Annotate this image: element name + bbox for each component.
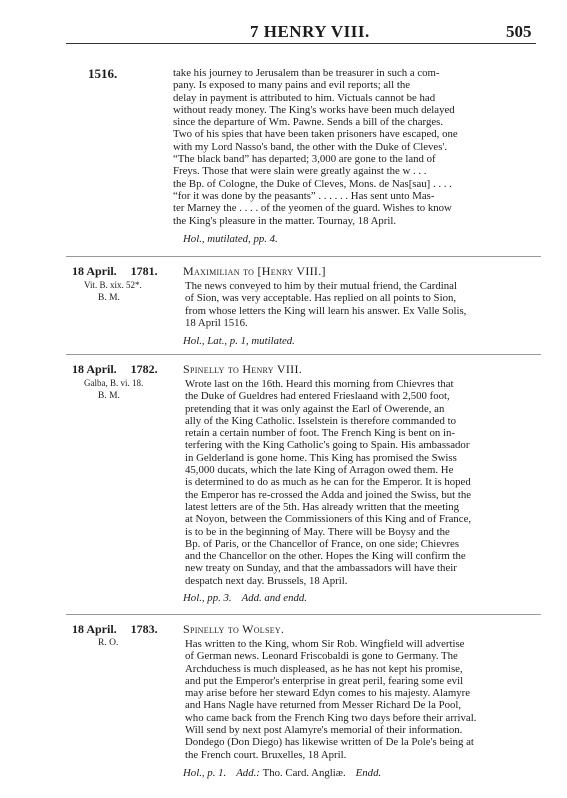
text-line: at Noyon, between the Commissioners of this King and of France,	[185, 513, 472, 526]
date-text: 18 April.	[72, 622, 117, 636]
text-line: the King's pleasure in the matter. Tournay, 18 April.	[173, 214, 397, 227]
page-number: 505	[506, 22, 532, 41]
note-italic: Hol., pp. 3.	[183, 592, 232, 604]
entry-note: Hol., mutilated, pp. 4.	[183, 233, 278, 245]
text-line: in Gelderland is gone home. This King has promised the Swiss	[185, 451, 457, 464]
text-line: “for it was done by the peasants” . . . . . . Has sent unto Mas-	[173, 189, 435, 202]
text-line: the Bp. of Cologne, the Duke of Cleves, Mons. de Nas[sau] . . . .	[173, 177, 452, 190]
text-line: Two of his spies that have been taken prisoners have escaped, one	[173, 128, 458, 141]
text-line: Dondego (Don Diego) has likewise written of De la Pole's being at	[185, 736, 474, 749]
text-line: from whose letters the King will learn his answer. Ex Valle Solis,	[185, 304, 467, 317]
year-margin: 1516.	[88, 66, 118, 81]
entry-number: 1783.	[130, 622, 158, 636]
header-rule	[66, 43, 536, 44]
text-line: Will send by next post Alamyre's memorial of their information.	[185, 724, 463, 737]
entry-heading: Spinelly to Henry VIII.	[183, 362, 303, 376]
repository-abbrev: B. M.	[98, 391, 120, 401]
repository-abbrev: B. M.	[98, 293, 120, 303]
text-line: the French court. Bruxelles, 18 April.	[185, 748, 347, 761]
entry-text	[173, 638, 541, 761]
entry-number: 1782.	[130, 362, 158, 376]
text-line: the Duke of Gueldres had entered Frieslaand with 2,500 foot,	[185, 390, 450, 403]
note-add-text: Tho. Card. Angliæ.	[262, 767, 346, 779]
date-text: 18 April.	[72, 264, 117, 278]
text-line: ally of the King Catholic. Isselstein is therefore commanded to	[185, 414, 457, 427]
text-line: of German news. Leonard Friscobaldi is gone to Germany. The	[185, 650, 458, 663]
text-line: new treaty on Sunday, and that the ambassadors will have their	[185, 562, 457, 575]
entry-heading: Spinelly to Wolsey.	[183, 622, 285, 636]
note-add-label: Add.:	[236, 767, 260, 779]
text-line: is determined to do as much as he can for the Emperor. It is hoped	[185, 476, 471, 489]
entry-note	[183, 592, 307, 604]
entry-number: 1781.	[130, 264, 158, 278]
text-line: 18 April 1516.	[185, 316, 248, 329]
entry-note: Hol., Lat., p. 1, mutilated.	[183, 335, 295, 347]
note-extra: Add. and endd.	[241, 592, 307, 604]
text-line: despatch next day. Brussels, 18 April.	[185, 574, 348, 587]
text-line: the Emperor has re-crossed the Adda and joined the Swiss, but the	[185, 488, 472, 501]
text-line: take his journey to Jerusalem than be treasurer in such a com-	[173, 67, 440, 79]
text-line: ter Marney the . . . . of the yeomen of the guard. Wishes to know	[173, 202, 452, 215]
text-line: The news conveyed to him by their mutual friend, the Cardinal	[185, 280, 457, 292]
entry-date	[72, 264, 158, 279]
text-line: Wrote last on the 16th. Heard this morning from Chievres that	[185, 378, 454, 390]
text-line: and put the Emperor's enterprise in great peril, fearing some evil	[185, 674, 464, 687]
running-head	[0, 22, 567, 42]
entry-separator	[66, 256, 541, 257]
entry-text	[173, 280, 541, 329]
entry-separator	[66, 614, 541, 615]
text-line: retain a certain number of foot. The French King is bent on in-	[185, 427, 455, 440]
text-line: of Sion, was very acceptable. Has replied on all points to Sion,	[185, 292, 457, 305]
date-text: 18 April.	[72, 362, 117, 376]
text-line: Has written to the King, whom Sir Rob. Wingfield will advertise	[185, 638, 465, 650]
entry-date	[72, 362, 158, 377]
entry-continuation-text	[173, 67, 541, 227]
entry-heading: Maximilian to [Henry VIII.]	[183, 264, 326, 278]
text-line: latest letters are of the 5th. Has already written that the meeting	[185, 500, 460, 513]
note-italic: Hol., p. 1.	[183, 767, 227, 779]
running-title: 7 HENRY VIII.	[250, 22, 370, 41]
manuscript-reference: Galba, B. vi. 18.	[84, 378, 144, 388]
text-line: who came back from the French King two days before their arrival.	[185, 711, 477, 724]
entry-separator	[66, 354, 541, 355]
text-line: Bp. of Paris, or the Chancellor of France, on one side; Chievres	[185, 537, 460, 550]
text-line: with my Lord Nasso's band, the other with the Duke of Cleves'.	[173, 140, 448, 153]
text-line: Freys. Those that were slain were greatly against the w . . .	[173, 165, 427, 178]
text-line: delay in payment is attributed to him. Victuals cannot be had	[173, 91, 436, 104]
entry-note	[183, 767, 381, 779]
text-line: 45,000 ducats, which the late King of Arragon owed them. He	[185, 464, 454, 477]
text-line: since the departure of Wm. Pawne. Sends a bill of the charges.	[173, 116, 444, 129]
text-line: and the Chancellor on the other. Hopes the King will confirm the	[185, 550, 466, 563]
text-line: pany. Is exposed to many pains and evil reports; all the	[173, 79, 411, 92]
repository-abbrev: R. O.	[98, 638, 119, 648]
text-line: and Hans Nagle have returned from Messer Richard De la Pool,	[185, 699, 462, 712]
entry-text	[173, 378, 541, 587]
text-line: terfering with the King Catholic's going to Spain. His ambassador	[185, 439, 470, 452]
text-line: “The black band” has departed; 3,000 are gone to the land of	[173, 153, 436, 166]
manuscript-reference: Vit. B. xix. 52*.	[84, 280, 142, 290]
text-line: without ready money. The King's works have been much delayed	[173, 103, 455, 116]
text-line: is to be in the beginning of May. There will be Boysy and the	[185, 525, 450, 538]
text-line: Archduchess is much displeased, as he has not kept his promise,	[185, 662, 463, 675]
text-line: may arise before her steward Edyn comes to his majesty. Alamyre	[185, 687, 471, 700]
note-endd: Endd.	[355, 767, 382, 779]
text-line: pretending that it was only against the Earl of Owerende, an	[185, 402, 445, 415]
entry-date	[72, 622, 158, 637]
